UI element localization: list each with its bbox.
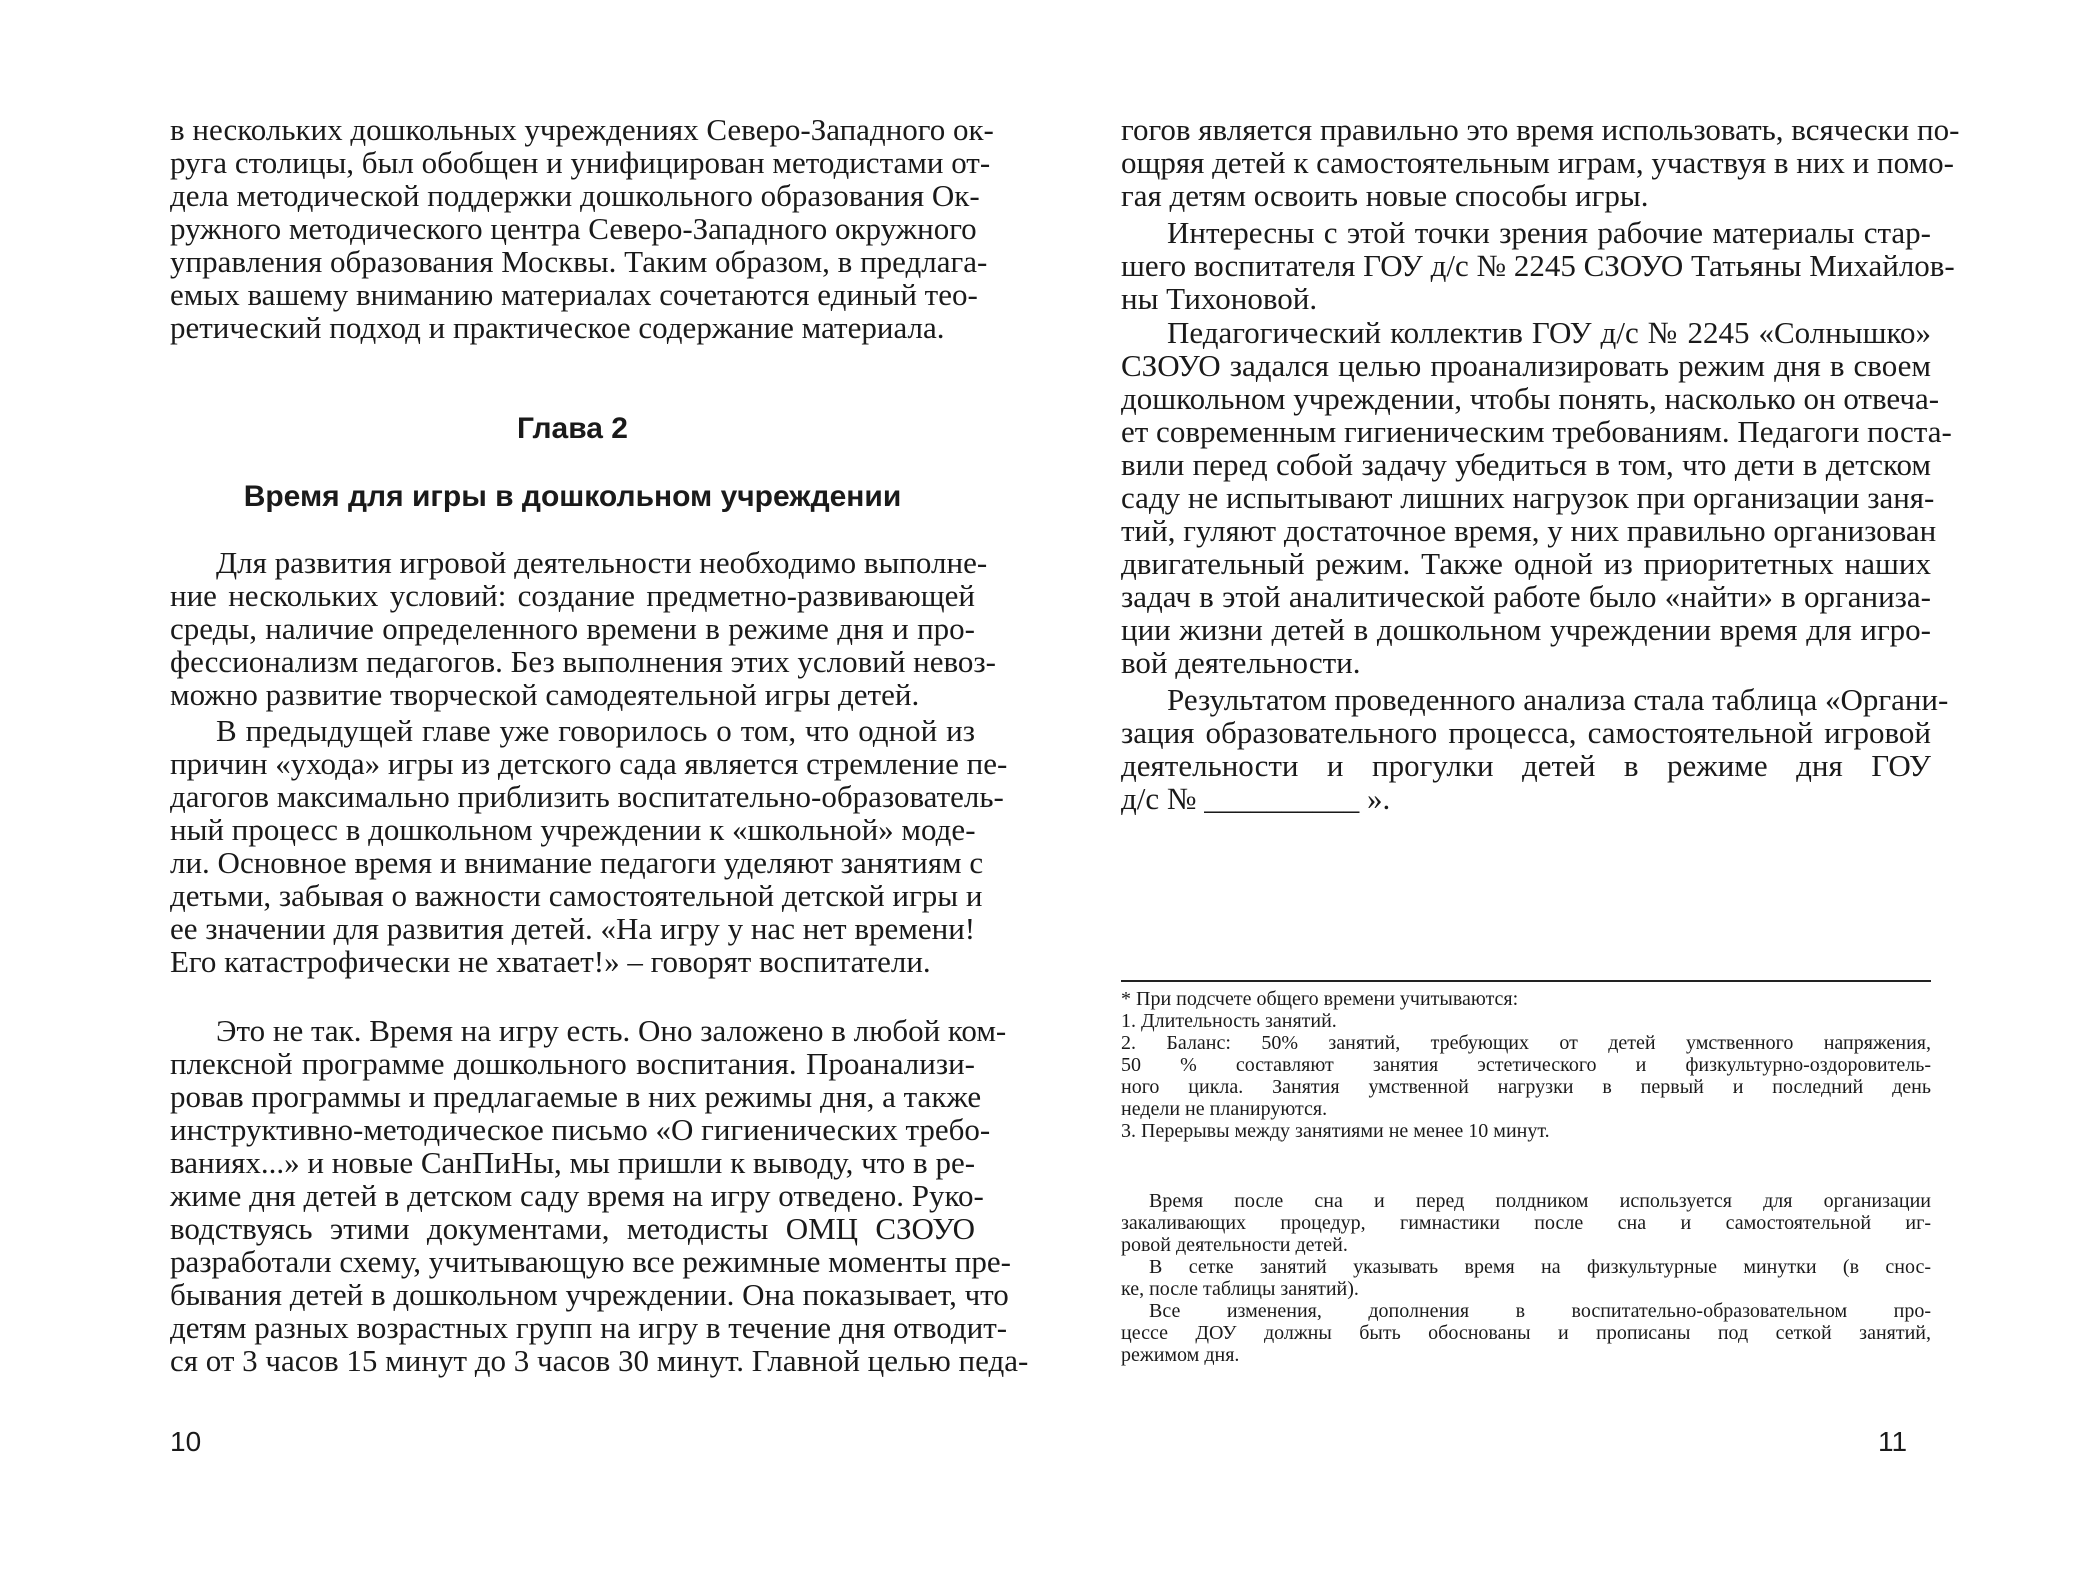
left-page	[0, 0, 1037, 1579]
text-line: В предыдущей главе уже говорилось о том, что одной из	[216, 713, 975, 748]
note-line: ровой деятельности детей.	[1121, 1234, 1348, 1256]
text-line: ный процесс в дошкольном учреждении к «школьной» моде-	[170, 812, 976, 847]
text-line: ли. Основное время и внимание педагоги уделяют занятиям с	[170, 845, 984, 880]
text-line: в нескольких дошкольных учреждениях Северо-Западного ок-	[170, 112, 994, 147]
right-paragraph-3	[1121, 682, 1949, 816]
text-line: ваниях...» и новые СанПиНы, мы пришли к выводу, что в ре-	[170, 1145, 976, 1180]
text-line: инструктивно-методическое письмо «О гигиенических требо-	[170, 1112, 991, 1147]
note-line: Все изменения, дополнения в воспитательно-образовательном про-	[1149, 1300, 1931, 1322]
right-continuation-paragraph	[1121, 112, 1960, 213]
footnote-line: ного цикла. Занятия умственной нагрузки в первый и последний день	[1121, 1076, 1931, 1098]
text-line: фессионализм педагогов. Без выполнения этих условий невоз-	[170, 644, 996, 679]
text-line: детям разных возрастных групп на игру в течение дня отводит-	[170, 1310, 1008, 1345]
left-paragraph-2	[170, 713, 1008, 979]
text-line: ретический подход и практическое содержание материала.	[170, 310, 945, 345]
text-line: ее значении для развития детей. «На игру у нас нет времени!	[170, 911, 976, 946]
text-line: дошкольном учреждении, чтобы понять, насколько он отвеча-	[1121, 381, 1940, 416]
text-line: бывания детей в дошкольном учреждении. Она показывает, что	[170, 1277, 1009, 1312]
page-number-left: 10	[170, 1426, 202, 1457]
text-line: ружного методического центра Северо-Западного окружного	[170, 211, 977, 246]
text-line: руга столицы, был обобщен и унифицирован методистами от-	[170, 145, 991, 180]
text-line: ции жизни детей в дошкольном учреждении время для игро-	[1121, 612, 1931, 647]
footnote-line: * При подсчете общего времени учитываются:	[1121, 988, 1519, 1010]
text-line: ны Тихоновой.	[1121, 281, 1318, 316]
chapter-number: Глава 2	[516, 412, 628, 445]
text-line: тий, гуляют достаточное время, у них правильно организован	[1121, 513, 1937, 548]
text-line: Его катастрофически не хватает!» – говорят воспитатели.	[170, 944, 931, 979]
text-line: можно развитие творческой самодеятельной игры детей.	[170, 677, 920, 712]
footnote-line: недели не планируются.	[1121, 1098, 1328, 1120]
text-line: гогов является правильно это время использовать, всячески по-	[1121, 112, 1960, 147]
text-line: шего воспитателя ГОУ д/с № 2245 СЗОУО Татьяны Михайлов-	[1121, 248, 1955, 283]
left-paragraph-1	[170, 545, 996, 712]
text-line: разработали схему, учитывающую все режимные моменты пре-	[170, 1244, 1011, 1279]
text-line: дагогов максимально приблизить воспитательно-образователь-	[170, 779, 1004, 814]
text-line: двигательный режим. Также одной из приоритетных наших	[1121, 546, 1931, 581]
note-line: ке, после таблицы занятий).	[1121, 1278, 1359, 1300]
text-line: Результатом проведенного анализа стала таблица «Органи-	[1167, 682, 1949, 717]
right-paragraph-2	[1121, 315, 1952, 680]
text-line: детьми, забывая о важности самостоятельной детской игры и	[170, 878, 983, 913]
chapter-title: Время для игры в дошкольном учреждении	[243, 480, 902, 513]
note-line: Время после сна и перед полдником используется для организации	[1149, 1190, 1931, 1212]
text-line: деятельности и прогулки детей в режиме дня ГОУ	[1121, 748, 1931, 783]
text-line: Для развития игровой деятельности необходимо выполне-	[216, 545, 988, 580]
text-line: Педагогический коллектив ГОУ д/с № 2245 «Солнышко»	[1167, 315, 1931, 350]
text-line: водствуясь этими документами, методисты ОМЦ СЗОУО	[170, 1211, 975, 1246]
text-line: ровав программы и предлагаемые в них режимы дня, а также	[170, 1079, 982, 1114]
text-line: зация образовательного процесса, самостоятельной игровой	[1121, 715, 1931, 750]
text-line: емых вашему вниманию материалах сочетаются единый тео-	[170, 277, 978, 312]
text-line: жиме дня детей в детском саду время на игру отведено. Руко-	[170, 1178, 984, 1213]
footnote-divider	[1121, 980, 1931, 982]
note-line: закаливающих процедур, гимнастики после сна и самостоятельной иг-	[1121, 1212, 1931, 1234]
footnote-line: 1. Длительность занятий.	[1121, 1010, 1337, 1032]
footnote	[1121, 988, 1931, 1142]
text-line: дела методической поддержки дошкольного образования Ок-	[170, 178, 980, 213]
text-line: Интересны с этой точки зрения рабочие материалы стар-	[1167, 215, 1931, 250]
text-line: Это не так. Время на игру есть. Оно заложено в любой ком-	[216, 1013, 1007, 1048]
text-line: вили перед собой задачу убедиться в том, что дети в детском	[1121, 447, 1931, 482]
footnote-line: 2. Баланс: 50% занятий, требующих от детей умственного напряжения,	[1121, 1032, 1931, 1054]
text-line: плексной программе дошкольного воспитания. Проанализи-	[170, 1046, 975, 1081]
note-line: В сетке занятий указывать время на физкультурные минутки (в снос-	[1149, 1256, 1931, 1278]
text-line: гая детям освоить новые способы игры.	[1121, 178, 1649, 213]
text-line: д/с № __________ ».	[1121, 781, 1391, 816]
footnote-line: 3. Перерывы между занятиями не менее 10 минут.	[1121, 1120, 1550, 1142]
page-number-right: 11	[1878, 1426, 1908, 1457]
text-line: ощряя детей к самостоятельным играм, участвуя в них и помо-	[1121, 145, 1954, 180]
text-line: ет современным гигиеническим требованиям. Педагоги поста-	[1121, 414, 1952, 449]
note-line: цессе ДОУ должны быть обоснованы и прописаны под сеткой занятий,	[1121, 1322, 1931, 1344]
note-line: режимом дня.	[1121, 1344, 1240, 1366]
text-line: саду не испытывают лишних нагрузок при организации заня-	[1121, 480, 1935, 515]
text-line: ся от 3 часов 15 минут до 3 часов 30 минут. Главной целью педа-	[170, 1343, 1029, 1378]
text-line: причин «ухода» игры из детского сада является стремление пе-	[170, 746, 1008, 781]
footnote-notes	[1121, 1190, 1931, 1366]
text-line: задач в этой аналитической работе было «найти» в организа-	[1121, 579, 1931, 614]
text-line: ние нескольких условий: создание предметно-развивающей	[170, 578, 975, 613]
left-paragraph-3	[170, 1013, 1029, 1378]
right-paragraph-1	[1121, 215, 1955, 316]
text-line: СЗОУО задался целью проанализировать режим дня в своем	[1121, 348, 1931, 383]
text-line: вой деятельности.	[1121, 645, 1361, 680]
right-page	[1037, 0, 2075, 1579]
text-line: управления образования Москвы. Таким образом, в предлага-	[170, 244, 988, 279]
footnote-line: 50 % составляют занятия эстетического и физкультурно-оздоровитель-	[1121, 1054, 1931, 1076]
left-intro-paragraph	[170, 112, 994, 345]
text-line: среды, наличие определенного времени в режиме дня и про-	[170, 611, 975, 646]
